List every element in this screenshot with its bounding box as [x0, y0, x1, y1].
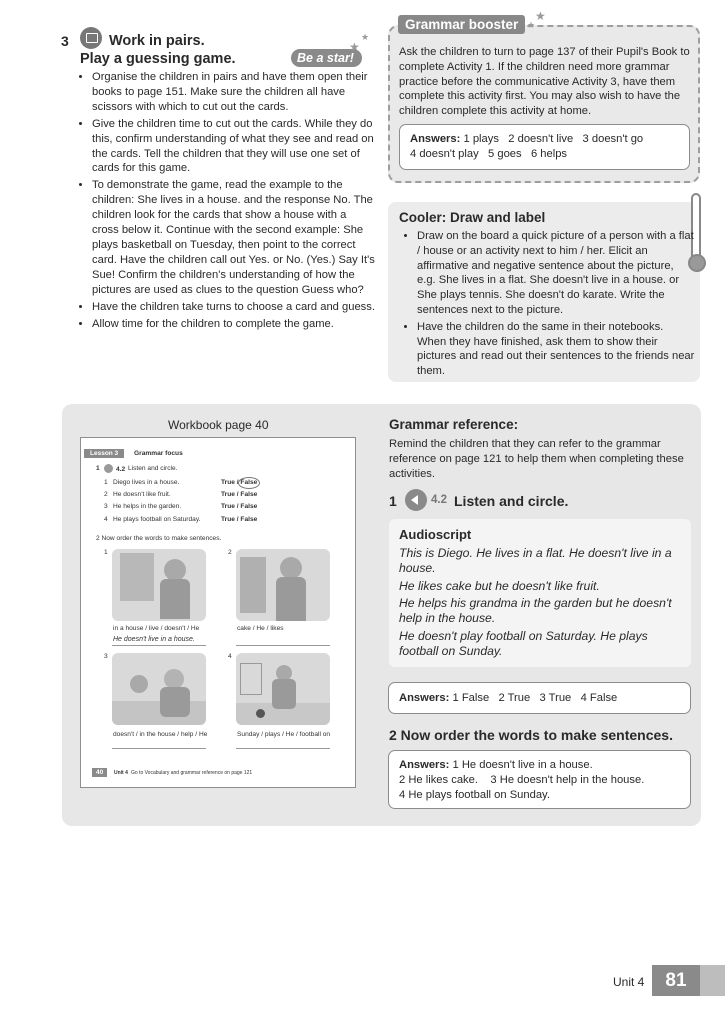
list-item: • Have the children do the same in their notebooks. When they have finished, ask them to show their pictures and read out their sentences to the friends near them.	[417, 320, 695, 379]
wb-pic-prompt: doesn't / in the house / help / He	[113, 731, 208, 738]
wb-ex2-instruction: 2 Now order the words to make sentences.	[96, 535, 222, 542]
grammar-booster-tag: Grammar booster	[398, 15, 525, 34]
activity-number: 3	[61, 33, 69, 49]
audioscript-title: Audioscript	[399, 527, 472, 542]
wb-item-number: 3	[104, 503, 108, 510]
audioscript-text	[399, 546, 684, 662]
wb-item-true-false: True / False	[221, 503, 258, 510]
activity-title: Work in pairs.	[109, 33, 205, 49]
star-icon: ★	[535, 9, 546, 23]
be-a-star-badge: Be a star!	[291, 49, 362, 67]
wb-pic-answer: He doesn't live in a house.	[113, 636, 195, 643]
grammar-booster-answers: Answers: 1 plays 2 doesn't live 3 doesn't go 4 doesn't play 5 goes 6 helps	[399, 124, 690, 170]
wb-item-number: 1	[104, 479, 108, 486]
wb-item-number: 2	[104, 491, 108, 498]
workbook-caption: Workbook page 40	[168, 418, 269, 432]
wb-pic-number: 3	[104, 653, 108, 660]
footer-unit: Unit 4	[613, 975, 645, 989]
pair-work-icon	[80, 27, 102, 49]
page-tab	[700, 965, 725, 996]
list-item: • Draw on the board a quick picture of a person with a flat / house or an activity next to him / her. Elicit an affirmative and negative sentence about the picture, e.g. She lives in a flat. She doesn't live in a house. or She plays tennis. She doesn't do karate. Write the sentences next to the picture.	[417, 229, 695, 318]
wb-ex1-instruction: Listen and circle.	[128, 465, 178, 472]
wb-pic-number: 1	[104, 549, 108, 556]
star-icon: ★	[349, 40, 360, 54]
lesson-tag: Lesson 3	[84, 449, 124, 458]
wb-ex1-number: 1	[96, 465, 100, 472]
wb-pic-number: 4	[228, 653, 232, 660]
wb-item-number: 4	[104, 516, 108, 523]
exercise2-title: 2 Now order the words to make sentences.	[389, 727, 673, 743]
wb-item-text: Diego lives in a house.	[113, 479, 180, 486]
grammar-reference-text: Remind the children that they can refer to the grammar reference on page 121 to help them when completing these activities.	[389, 438, 684, 480]
wb-pic-prompt: Sunday / plays / He / football on	[237, 731, 331, 738]
activity-instructions	[76, 70, 376, 333]
answer-line	[112, 748, 206, 749]
exercise1-title: Listen and circle.	[454, 493, 569, 509]
wb-item-true-false: True / False	[221, 516, 258, 523]
list-item: • To demonstrate the game, read the example to the children: She lives in a house. and the response No. The children look for the cards that show a house with a cross below it. Continue with the second example: She plays basketball on Tuesday, then point to the correct card. Have the children call out Yes. or No. (Yes.) Say It's Sue! Confirm the children's understanding of how the pictures are used as clues to the question Guess who?	[92, 178, 376, 297]
list-item: • Allow time for the children to complete the game.	[92, 317, 376, 332]
star-icon: ★	[527, 20, 536, 30]
wb-item-true-false: True / False	[221, 491, 258, 498]
grammar-focus-label: Grammar focus	[134, 450, 183, 457]
cooler-instructions	[401, 229, 695, 381]
illustration-boy-house	[112, 549, 206, 621]
page-number: 81	[652, 965, 700, 996]
circled-answer-mark	[238, 477, 260, 489]
answer-line	[236, 748, 330, 749]
audio-icon	[104, 464, 113, 473]
answer-line	[236, 645, 330, 646]
star-icon: ★	[361, 32, 370, 42]
wb-item-true-false: True / False	[221, 479, 258, 486]
illustration-garden	[112, 653, 206, 725]
grammar-booster-text: Ask the children to turn to page 137 of their Pupil's Book to complete Activity 1. If the children need more grammar practice before the communicative Activity 3, have them complete this activity first. You may also wish to have the children complete this activity at home.	[399, 46, 690, 118]
illustration-boy-cake	[236, 549, 330, 621]
activity-subtitle: Play a guessing game.	[80, 51, 236, 67]
audioscript-line: This is Diego. He lives in a flat. He doesn't live in a house.	[399, 546, 672, 575]
list-item: • Have the children take turns to choose a card and guess.	[92, 300, 376, 315]
wb-page-number: 40	[92, 768, 107, 777]
answer-line	[112, 645, 206, 646]
wb-ex1-track: 4.2	[116, 466, 126, 473]
audioscript-line: He doesn't play football on Saturday. He plays football on Sunday.	[399, 628, 648, 658]
exercise1-number: 1	[389, 493, 397, 509]
illustration-football	[236, 653, 330, 725]
wb-item-text: He doesn't like fruit.	[113, 491, 171, 498]
audio-track-number: 4.2	[431, 494, 447, 506]
wb-pic-prompt: in a house / live / doesn't / He	[113, 625, 200, 632]
audio-speaker-icon	[405, 489, 427, 511]
wb-pic-prompt: cake / He / likes	[237, 625, 284, 632]
wb-item-text: He helps in the garden.	[113, 503, 182, 510]
audioscript-line: He helps his grandma in the garden but he doesn't help in the house.	[399, 596, 672, 626]
wb-footer-text: Go to Vocabulary and grammar reference on page 121	[131, 770, 253, 776]
grammar-reference-title: Grammar reference:	[389, 417, 519, 432]
exercise2-answers: Answers: 1 He doesn't live in a house. 2 He likes cake. 3 He doesn't help in the house. 4 He plays football on Sunday.	[388, 750, 691, 809]
list-item: • Give the children time to cut out the cards. While they do this, confirm understanding of what they see and read on the cards. Tell the children that they will use one set of cards for this game.	[92, 117, 376, 177]
exercise1-answers: Answers: 1 False 2 True 3 True 4 False	[388, 682, 691, 714]
wb-footer-unit: Unit 4	[114, 770, 128, 776]
wb-pic-number: 2	[228, 549, 232, 556]
wb-item-text: He plays football on Saturday.	[113, 516, 201, 523]
audioscript-line: He likes cake but he doesn't like fruit.	[399, 578, 600, 593]
list-item: • Organise the children in pairs and have them open their books to page 151. Make sure the children all have scissors with which to cut out the cards.	[92, 70, 376, 115]
cooler-title: Cooler: Draw and label	[399, 210, 546, 225]
